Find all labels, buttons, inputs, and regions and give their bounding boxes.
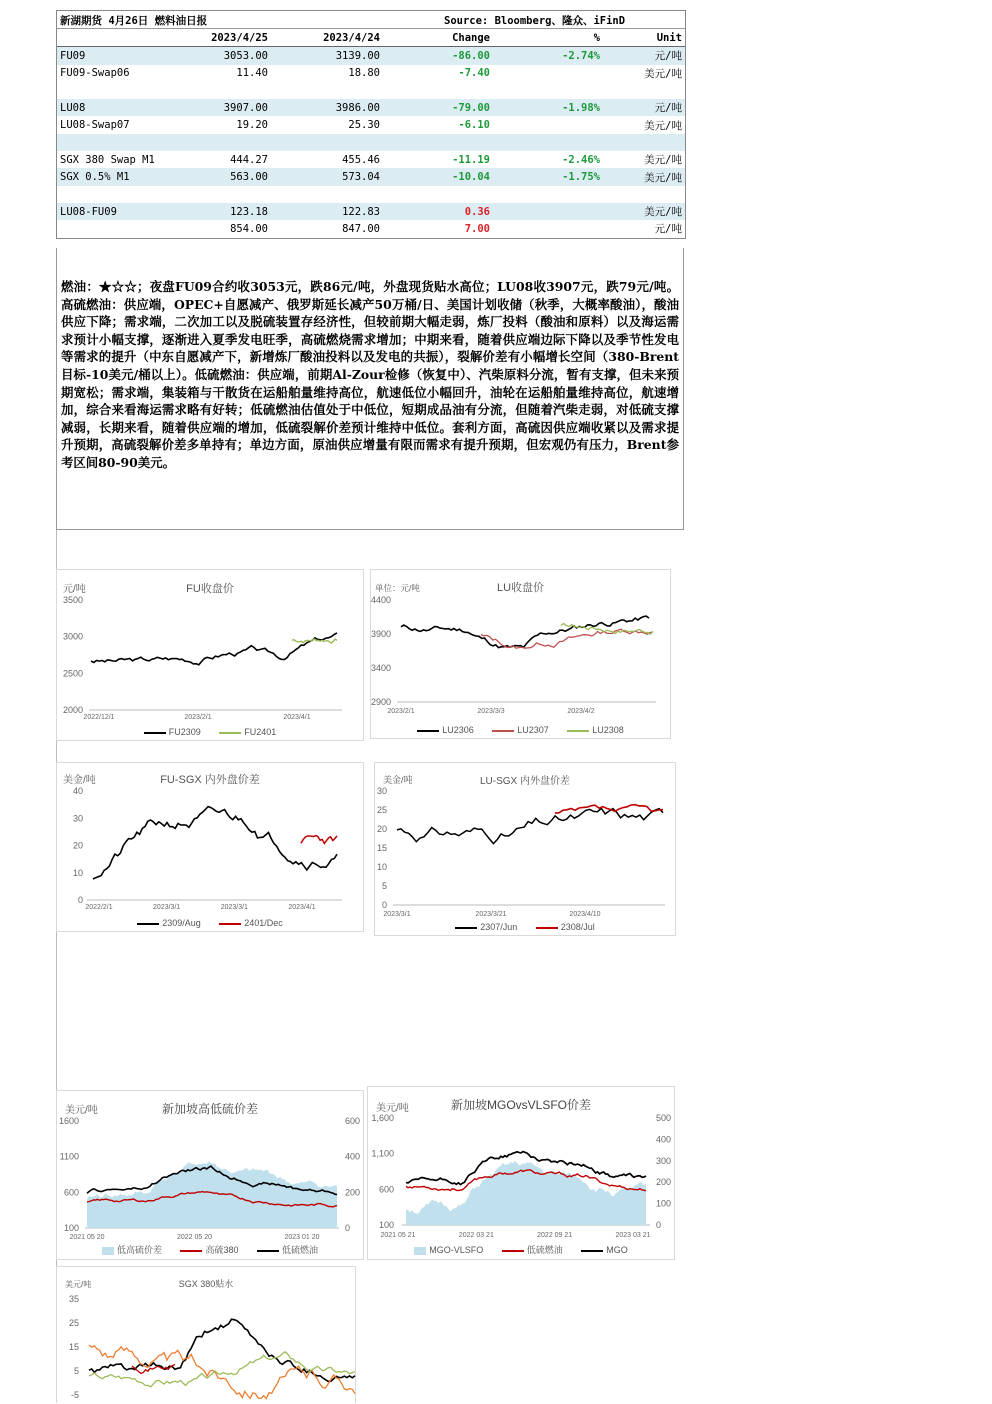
- mgo-vlsfo-plot: [368, 1087, 676, 1261]
- table-cell-d1: [183, 186, 271, 203]
- commentary-box: [56, 248, 684, 530]
- table-cell-name: [57, 186, 183, 203]
- chart-title: LU收盘价: [496, 582, 545, 594]
- chart-legend: [57, 727, 363, 737]
- y-tick-label: 100: [378, 1220, 394, 1230]
- table-cell-chg: 0.36: [464, 205, 490, 218]
- table-cell-name: [57, 82, 183, 99]
- y-tick-label: 25: [68, 1318, 79, 1328]
- y-tick-label: 600: [378, 1184, 394, 1195]
- y-tick-label: 5: [381, 881, 387, 891]
- report-title: 新湖期货 4月26日 燃料油日报: [60, 15, 208, 27]
- legend-swatch: [219, 732, 241, 734]
- y-tick-label: 2000: [62, 705, 83, 715]
- lu-close-chart: [370, 569, 671, 739]
- legend-item: [219, 918, 283, 928]
- y-tick-label: 200: [345, 1187, 361, 1198]
- x-tick-label: 2022 03 21: [458, 1232, 494, 1239]
- table-cell-chg: 7.00: [464, 222, 490, 235]
- table-cell-chg: -7.40: [458, 67, 490, 80]
- legend-item: [137, 918, 201, 928]
- table-cell-unit: 美元/吨: [644, 154, 682, 167]
- table-cell-d2: 25.30: [348, 119, 380, 132]
- chart-title: LU-SGX 内外盘价差: [479, 776, 570, 787]
- x-tick-label: 2022 09 21: [537, 1232, 573, 1239]
- table-header-row: [57, 29, 685, 47]
- x-tick-label: 2023/4/2: [567, 708, 595, 715]
- table-cell-chg: -6.10: [458, 119, 490, 132]
- fu-sgx-chart: [56, 762, 364, 932]
- legend-swatch: [492, 730, 514, 732]
- y-tick-label: 3900: [371, 629, 391, 639]
- y-tick-label: 600: [345, 1116, 361, 1126]
- table-cell-d1: 11.40: [236, 67, 268, 80]
- y-tick-label: 4400: [371, 595, 391, 605]
- legend-item: [417, 725, 474, 735]
- y-tick-label: 0: [656, 1220, 662, 1230]
- x-tick-label: 2022/2/1: [85, 904, 113, 911]
- chart-legend: [371, 725, 670, 735]
- chart-title: FU-SGX 内外盘价差: [160, 774, 260, 786]
- x-tick-label: 2023 01 20: [284, 1234, 320, 1241]
- table-cell-name: [57, 220, 183, 237]
- table-row: [57, 47, 685, 65]
- chart-title: 新加坡MGOvsVLSFO价差: [450, 1098, 591, 1112]
- chart-unit: 美元/吨: [376, 1103, 409, 1114]
- table-row: [57, 134, 685, 151]
- legend-swatch: [417, 730, 439, 732]
- legend-label: LU2307: [517, 725, 549, 735]
- legend-label: 低硫燃油: [526, 1245, 563, 1255]
- y-tick-label: 10: [72, 867, 83, 878]
- table-cell-d1: [183, 134, 271, 151]
- y-tick-label: 25: [376, 805, 387, 815]
- legend-label: FU2401: [244, 727, 277, 737]
- table-cell-d2: [271, 82, 383, 99]
- lu-sgx-chart: [374, 762, 676, 936]
- y-tick-label: 30: [376, 786, 387, 796]
- table-cell-pct: -2.74%: [562, 49, 600, 62]
- table-row: [57, 220, 685, 237]
- chart-unit: 美元/吨: [65, 1280, 92, 1289]
- y-tick-label: 300: [656, 1155, 672, 1166]
- hilo-spread-plot: [57, 1091, 365, 1261]
- table-cell-d1: 3907.00: [223, 101, 268, 114]
- y-tick-label: 2500: [62, 668, 83, 679]
- table-cell-chg: [383, 82, 493, 99]
- col-header: 2023/4/25: [183, 29, 271, 47]
- y-tick-label: 5: [73, 1366, 79, 1376]
- fu-sgx-2401-line: [301, 836, 337, 844]
- chart-title: FU收盘价: [186, 583, 234, 595]
- x-tick-label: 2022 05 20: [176, 1234, 213, 1241]
- table-cell-pct: [493, 82, 603, 99]
- x-tick-label: 2023/3/1: [220, 904, 248, 911]
- table-row: [57, 82, 685, 99]
- y-tick-label: 35: [68, 1294, 79, 1304]
- table-cell-pct: [493, 134, 603, 151]
- y-tick-label: 100: [63, 1223, 79, 1233]
- table-row: [57, 151, 685, 168]
- legend-swatch: [502, 1250, 524, 1252]
- fu-close-chart: [56, 569, 364, 741]
- y-tick-label: 500: [656, 1113, 672, 1123]
- x-tick-label: 2021 05 20: [69, 1234, 105, 1241]
- x-tick-label: 2022/12/1: [83, 714, 115, 721]
- table-cell-unit: [603, 134, 685, 151]
- quote-table: [57, 29, 685, 238]
- chart-unit: 美金/吨: [63, 775, 96, 786]
- y-tick-label: 1,100: [371, 1148, 394, 1159]
- legend-item: [567, 725, 624, 735]
- fu2401-line: [292, 639, 337, 643]
- col-header: Change: [383, 29, 493, 47]
- table-cell-d2: [271, 134, 383, 151]
- table-cell-chg: -11.19: [452, 153, 490, 166]
- table-cell-unit: 元/吨: [654, 50, 682, 63]
- table-cell-d2: [271, 186, 383, 203]
- legend-swatch: [137, 923, 159, 925]
- y-tick-label: 100: [656, 1198, 672, 1209]
- y-tick-label: 0: [77, 895, 83, 905]
- y-tick-label: 200: [656, 1177, 672, 1188]
- legend-swatch: [102, 1247, 114, 1255]
- y-tick-label: 20: [376, 824, 387, 834]
- table-cell-name: LU08-FU09: [60, 205, 117, 218]
- chart-title: SGX 380贴水: [178, 1279, 234, 1289]
- y-tick-label: 3400: [371, 663, 391, 673]
- y-tick-label: 400: [656, 1134, 672, 1145]
- legend-label: LU2308: [592, 725, 624, 735]
- table-cell-unit: 美元/吨: [644, 206, 682, 219]
- table-cell-unit: [603, 186, 685, 203]
- x-tick-label: 2023/2/1: [184, 714, 212, 721]
- y-tick-label: 40: [72, 786, 83, 796]
- legend-swatch: [567, 730, 589, 732]
- premium-line-2: [89, 1345, 355, 1399]
- table-cell-pct: -2.46%: [562, 153, 600, 166]
- col-header: 2023/4/24: [271, 29, 383, 47]
- table-cell-chg: [383, 134, 493, 151]
- table-cell-pct: [493, 203, 603, 220]
- y-tick-label: 1600: [58, 1116, 79, 1126]
- table-cell-chg: -79.00: [452, 101, 490, 114]
- fu-close-plot: [57, 570, 365, 742]
- report-source: Source: Bloomberg、隆众、iFinD: [444, 15, 626, 27]
- legend-item: [102, 1243, 162, 1256]
- legend-label: LU2306: [442, 725, 474, 735]
- x-tick-label: 2023/3/1: [153, 904, 181, 911]
- table-cell-d2: 3986.00: [335, 101, 380, 114]
- mgo-vlsfo-chart: [367, 1086, 675, 1260]
- x-tick-label: 2023/3/3: [477, 708, 505, 715]
- x-tick-label: 2023/4/10: [569, 911, 601, 918]
- legend-label: 2309/Aug: [162, 918, 201, 928]
- chart-legend: [368, 1243, 674, 1256]
- legend-item: [536, 922, 595, 932]
- legend-label: 低高硫价差: [116, 1245, 162, 1255]
- table-cell-chg: -86.00: [452, 49, 490, 62]
- y-tick-label: -5: [70, 1390, 79, 1400]
- y-tick-label: 0: [381, 900, 387, 910]
- table-cell-d1: [183, 82, 271, 99]
- table-cell-d2: 847.00: [342, 222, 380, 235]
- table-cell-d2: 573.04: [342, 171, 380, 184]
- y-tick-label: 400: [345, 1151, 361, 1162]
- table-cell-d2: 3139.00: [335, 49, 380, 62]
- table-row: [57, 99, 685, 116]
- table-cell-d2: 18.80: [348, 67, 380, 80]
- legend-label: MGO: [606, 1245, 628, 1255]
- fu-sgx-plot: [57, 763, 365, 933]
- table-cell-pct: -1.98%: [562, 101, 600, 114]
- x-tick-label: 2023/4/1: [283, 714, 311, 721]
- legend-swatch: [536, 927, 558, 929]
- table-cell-pct: [493, 220, 603, 237]
- legend-label: MGO-VLSFO: [429, 1245, 484, 1255]
- table-cell-d1: 444.27: [230, 153, 268, 166]
- y-tick-label: 15: [68, 1342, 79, 1352]
- table-cell-d2: 122.83: [342, 205, 380, 218]
- lu-sgx-2307-line: [397, 808, 663, 843]
- x-tick-label: 2023/3/21: [475, 911, 507, 918]
- col-header: %: [493, 29, 603, 47]
- y-tick-label: 3000: [62, 631, 83, 642]
- y-tick-label: 1100: [59, 1151, 79, 1162]
- table-cell-name: FU09-Swap06: [60, 67, 130, 80]
- hilo-spread-chart: [56, 1090, 364, 1260]
- table-cell-unit: [603, 82, 685, 99]
- table-cell-d1: 3053.00: [223, 49, 268, 62]
- chart-unit: 美元/吨: [65, 1105, 98, 1116]
- legend-swatch: [414, 1247, 426, 1255]
- x-tick-label: 2023 03 21: [615, 1232, 651, 1239]
- y-tick-label: 2900: [371, 697, 391, 707]
- lu-sgx-plot: [375, 763, 677, 937]
- chart-unit: 元/吨: [63, 584, 86, 595]
- table-cell-d2: 455.46: [342, 153, 380, 166]
- chart-legend: [57, 918, 363, 928]
- table-cell-pct: [493, 116, 603, 133]
- table-row: [57, 65, 685, 82]
- sgx380-premium-chart: [56, 1266, 356, 1403]
- chart-title: 新加坡高低硫价差: [161, 1102, 258, 1116]
- legend-label: 高硫380: [205, 1245, 239, 1255]
- table-cell-unit: 元/吨: [654, 102, 682, 115]
- y-tick-label: 30: [72, 813, 83, 824]
- fu-sgx-2309-line: [93, 807, 337, 879]
- y-tick-label: 600: [63, 1187, 79, 1198]
- table-cell-d1: 19.20: [236, 119, 268, 132]
- table-cell-name: LU08: [60, 101, 86, 114]
- y-tick-label: 15: [376, 843, 387, 853]
- y-tick-label: 3500: [62, 595, 83, 605]
- chart-unit: 单位：元/吨: [375, 583, 420, 593]
- table-cell-d1: 563.00: [230, 171, 268, 184]
- table-row: [57, 116, 685, 133]
- legend-item: [502, 1243, 563, 1256]
- table-cell-pct: [493, 186, 603, 203]
- legend-swatch: [455, 927, 477, 929]
- legend-label: 2307/Jun: [480, 922, 518, 932]
- legend-swatch: [581, 1250, 603, 1252]
- legend-item: [180, 1243, 238, 1256]
- legend-swatch: [180, 1250, 202, 1252]
- table-cell-name: SGX 0.5% M1: [60, 171, 130, 184]
- legend-label: 低硫燃油: [282, 1245, 319, 1255]
- y-tick-label: 1,600: [371, 1113, 394, 1123]
- table-cell-name: SGX 380 Swap M1: [60, 153, 155, 166]
- legend-item: [257, 1243, 318, 1256]
- legend-swatch: [219, 923, 241, 925]
- table-cell-name: [57, 134, 183, 151]
- table-cell-unit: 美元/吨: [644, 67, 682, 80]
- table-cell-chg: -10.04: [452, 171, 490, 184]
- table-cell-unit: 元/吨: [654, 223, 682, 236]
- table-row: [57, 168, 685, 185]
- col-header: [57, 29, 183, 47]
- legend-swatch: [144, 732, 166, 734]
- x-tick-label: 2023/4/1: [288, 904, 316, 911]
- table-cell-name: FU09: [60, 49, 86, 62]
- y-tick-label: 10: [376, 862, 387, 872]
- chart-legend: [375, 922, 675, 932]
- legend-item: [414, 1245, 483, 1255]
- chart-unit: 美金/吨: [383, 775, 413, 785]
- legend-item: [144, 727, 201, 737]
- quote-table-frame: [56, 10, 686, 239]
- table-cell-unit: 美元/吨: [644, 171, 682, 184]
- legend-label: 2401/Dec: [244, 918, 283, 928]
- table-cell-name: LU08-Swap07: [60, 119, 130, 132]
- col-header: Unit: [603, 29, 685, 47]
- y-tick-label: 0: [345, 1223, 351, 1233]
- fu2309-line: [91, 633, 337, 665]
- table-row: [57, 203, 685, 220]
- spread-area: [87, 1161, 337, 1228]
- x-tick-label: 2021 05 21: [380, 1232, 416, 1239]
- table-cell-pct: [493, 65, 603, 82]
- chart-legend: [57, 1243, 363, 1256]
- table-row: [57, 186, 685, 203]
- report-header: [57, 11, 685, 29]
- x-tick-label: 2023/3/1: [383, 911, 411, 918]
- legend-item: [581, 1245, 628, 1255]
- table-cell-d1: 854.00: [230, 222, 268, 235]
- table-cell-pct: -1.75%: [562, 171, 600, 184]
- y-tick-label: 20: [72, 840, 83, 851]
- lu-close-plot: [371, 570, 672, 740]
- legend-label: FU2309: [168, 727, 201, 737]
- legend-item: [492, 725, 549, 735]
- commentary-text: 燃油：★☆☆；夜盘FU09合约收3053元，跌86元/吨，外盘现货贴水高位；LU08收3907元，跌79元/吨。高硫燃油：供应端，OPEC+自愿减产、俄罗斯延长减产50万桶/日、美国计划收储（秋季，大概率酸油），酸油供应下降；需求端，二次加工以及脱硫装置存经济性，但较前期大幅走弱，炼厂投料（酸油和原料）以及海运需求预计小幅支撑，逐渐进入夏季发电旺季，高硫燃烧需求增加；中期来看，随着供应端边际下降以及季节性发电等需求的提升（中东自愿减产下，新增炼厂酸油投料以及发电的共振），裂解价差有小幅增长空间（380-Brent目标-10美元/桶以上）。低硫燃油：供应端，前期Al-Zour检修（恢复中）、汽柴原料分流，暂有支撑，但未来预期宽松；需求端，集装箱与干散货在运船舶量维持高位，航速低位小幅回升，油轮在运船舶量维持高位，航速增加，综合来看海运需求略有好转；低硫燃油估值处于中低位，短期成品油有分流，但随着汽柴走弱，对低硫支撑减弱，长期来看，随着供应端的增加，低硫裂解价差预计维持中低位。套利方面，高硫因供应端收紧以及需求提升预期，高硫裂解价差多单持有；单边方面，原油供应增量有限而需求有提升预期，但宏观仍有压力，Brent参考区间80-90美元。: [61, 279, 679, 470]
- legend-label: 2308/Jul: [560, 922, 595, 932]
- legend-item: [219, 727, 276, 737]
- x-tick-label: 2023/2/1: [387, 708, 415, 715]
- table-cell-unit: 美元/吨: [644, 119, 682, 132]
- legend-swatch: [257, 1250, 279, 1252]
- legend-item: [455, 922, 517, 932]
- sgx380-premium-plot: [57, 1267, 357, 1404]
- table-cell-d1: 123.18: [230, 205, 268, 218]
- table-cell-chg: [383, 186, 493, 203]
